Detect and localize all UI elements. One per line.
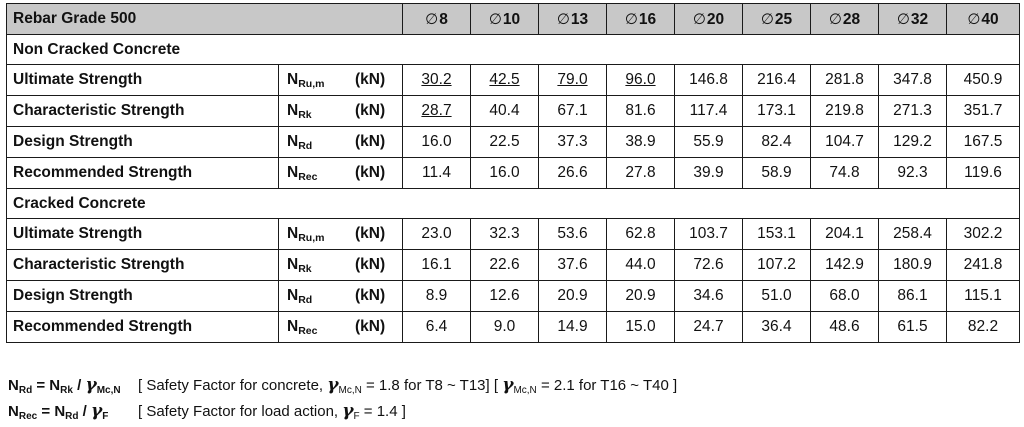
value-cell [471, 219, 539, 250]
value-cell [471, 158, 539, 189]
formula-description: [ Safety Factor for concrete, [138, 377, 328, 394]
value-text: 37.6 [557, 256, 588, 273]
table-body [7, 4, 1020, 343]
gamma-glyph: γ [342, 401, 354, 421]
value-cell [879, 127, 947, 158]
value-cell [811, 312, 879, 343]
diameter-symbol: ∅ [967, 10, 981, 28]
value-text: 216.4 [757, 71, 796, 88]
row-label: Ultimate Strength [7, 65, 279, 96]
section-row [7, 189, 1020, 219]
value-cell [811, 158, 879, 189]
value-cell [947, 96, 1020, 127]
unit-label: (kN) [355, 71, 386, 88]
value-text: 103.7 [689, 225, 728, 242]
value-text: 42.5 [489, 71, 520, 88]
header-row [7, 4, 1020, 35]
value-text: 347.8 [893, 71, 932, 88]
symbol-subscript: Rec [298, 325, 318, 337]
formula-n: N [49, 377, 61, 394]
value-text: 117.4 [689, 102, 728, 119]
diameter-value: 28 [842, 10, 861, 28]
value-text: 142.9 [825, 256, 864, 273]
diameter-symbol: ∅ [425, 10, 439, 28]
value-text: 82.4 [761, 133, 792, 150]
row-label: Ultimate Strength [7, 219, 279, 250]
value-cell [675, 312, 743, 343]
value-text: 74.8 [829, 164, 860, 181]
value-cell [403, 127, 471, 158]
value-text: 62.8 [625, 225, 656, 242]
value-cell [879, 65, 947, 96]
row-symbol [279, 250, 403, 281]
value-text: 22.5 [489, 133, 520, 150]
value-cell [607, 65, 675, 96]
formula-n-sub: Rk [60, 385, 73, 396]
value-text: 51.0 [761, 287, 792, 304]
unit-label: (kN) [355, 287, 386, 304]
value-text: 450.9 [963, 71, 1003, 88]
value-text: 24.7 [693, 318, 724, 335]
value-text: 37.3 [557, 133, 588, 150]
value-cell [743, 158, 811, 189]
value-cell [539, 96, 607, 127]
symbol-subscript: Rk [298, 263, 312, 275]
gamma-symbol [342, 403, 359, 420]
row-symbol [279, 219, 403, 250]
formula-n: N [54, 403, 66, 420]
formula-n-sub: Rec [18, 411, 38, 422]
value-text: 44.0 [625, 256, 656, 273]
value-cell [811, 96, 879, 127]
value-text: 9.0 [493, 318, 516, 335]
formula-eq: = [37, 403, 55, 420]
value-cell [539, 250, 607, 281]
value-cell [743, 281, 811, 312]
formula-eq: = [32, 377, 50, 394]
symbol-main: N [287, 133, 299, 150]
value-cell [675, 127, 743, 158]
formula-n-sub: Rd [18, 385, 33, 396]
gamma-symbol [85, 377, 120, 394]
value-cell [879, 312, 947, 343]
value-cell [539, 281, 607, 312]
value-cell [539, 312, 607, 343]
table-row [7, 281, 1020, 312]
value-text: 351.7 [963, 102, 1003, 119]
value-text: 82.2 [967, 318, 999, 335]
value-text: 8.9 [425, 287, 448, 304]
value-text: 72.6 [693, 256, 724, 273]
table-row [7, 127, 1020, 158]
value-cell [879, 219, 947, 250]
value-text: 68.0 [829, 287, 860, 304]
value-cell [947, 219, 1020, 250]
value-text: 55.9 [693, 133, 724, 150]
diameter-value: 8 [439, 10, 448, 28]
value-cell [675, 281, 743, 312]
diameter-value: 13 [570, 10, 589, 28]
section-row [7, 35, 1020, 65]
formula-description: = 2.1 for T16 ~ T40 ] [536, 377, 678, 394]
table-title: Rebar Grade 500 [7, 4, 403, 35]
diameter-value: 16 [638, 10, 657, 28]
value-text: 204.1 [825, 225, 864, 242]
value-text: 96.0 [625, 71, 656, 88]
value-text: 16.1 [421, 256, 452, 273]
value-cell [743, 312, 811, 343]
value-text: 28.7 [421, 102, 452, 119]
value-cell [743, 127, 811, 158]
value-text: 14.9 [557, 318, 588, 335]
value-cell [471, 127, 539, 158]
symbol-main: N [287, 318, 299, 335]
diameter-value: 20 [706, 10, 725, 28]
value-cell [471, 250, 539, 281]
table-row [7, 96, 1020, 127]
value-cell [743, 65, 811, 96]
diameter-symbol: ∅ [760, 10, 774, 28]
unit-label: (kN) [355, 102, 386, 119]
value-text: 34.6 [693, 287, 724, 304]
gamma-subscript: Mc,N [338, 385, 362, 396]
value-cell [471, 281, 539, 312]
value-cell [811, 250, 879, 281]
value-cell [811, 219, 879, 250]
value-text: 153.1 [757, 225, 796, 242]
value-text: 107.2 [757, 256, 796, 273]
formula-n: N [8, 377, 19, 394]
gamma-symbol [327, 377, 362, 394]
value-text: 258.4 [893, 225, 932, 242]
formula-expression [8, 372, 138, 401]
symbol-subscript: Rec [298, 171, 318, 183]
value-cell [607, 281, 675, 312]
diameter-value: 10 [502, 10, 521, 28]
value-text: 22.6 [489, 256, 520, 273]
value-text: 39.9 [693, 164, 724, 181]
value-text: 241.8 [963, 256, 1003, 273]
value-cell [471, 312, 539, 343]
table-row [7, 158, 1020, 189]
value-text: 38.9 [625, 133, 656, 150]
symbol-main: N [287, 287, 299, 304]
value-cell [675, 158, 743, 189]
gamma-symbol [502, 377, 537, 394]
value-cell [743, 96, 811, 127]
diameter-header-32 [879, 4, 947, 35]
value-cell [539, 127, 607, 158]
section-title: Non Cracked Concrete [7, 35, 1020, 65]
value-cell [539, 158, 607, 189]
value-text: 36.4 [761, 318, 792, 335]
formula-slash: / [72, 377, 86, 394]
value-cell [607, 250, 675, 281]
formula-description: = 1.8 for T8 ~ T13] [ [361, 377, 503, 394]
value-text: 40.4 [489, 102, 520, 119]
symbol-main: N [287, 164, 299, 181]
gamma-subscript: Mc,N [96, 385, 121, 396]
unit-label: (kN) [355, 133, 386, 150]
table-row [7, 250, 1020, 281]
gamma-glyph: γ [327, 375, 339, 395]
row-label: Recommended Strength [7, 312, 279, 343]
value-text: 302.2 [963, 225, 1003, 242]
symbol-subscript: Rd [298, 140, 313, 152]
symbol-subscript: Rd [298, 294, 313, 306]
value-cell [403, 219, 471, 250]
table-row [7, 312, 1020, 343]
table-row [7, 65, 1020, 96]
formula-notes [8, 372, 1024, 424]
row-symbol [279, 281, 403, 312]
diameter-symbol: ∅ [488, 10, 502, 28]
formula-description: = 1.4 ] [359, 403, 406, 420]
diameter-header-16 [607, 4, 675, 35]
value-cell [811, 127, 879, 158]
diameter-value: 32 [910, 10, 929, 28]
value-text: 26.6 [557, 164, 588, 181]
value-text: 271.3 [893, 102, 932, 119]
row-symbol [279, 312, 403, 343]
unit-label: (kN) [355, 164, 386, 181]
value-cell [947, 281, 1020, 312]
value-text: 30.2 [421, 71, 452, 88]
value-cell [879, 250, 947, 281]
value-text: 61.5 [897, 318, 928, 335]
diameter-symbol: ∅ [896, 10, 910, 28]
symbol-main: N [287, 102, 299, 119]
value-cell [947, 158, 1020, 189]
symbol-main: N [287, 256, 299, 273]
formula-n: N [8, 403, 19, 420]
diameter-header-8 [403, 4, 471, 35]
gamma-glyph: γ [502, 375, 514, 395]
diameter-header-20 [675, 4, 743, 35]
symbol-main: N [287, 71, 299, 88]
row-label: Recommended Strength [7, 158, 279, 189]
value-cell [539, 65, 607, 96]
row-symbol [279, 96, 403, 127]
value-cell [675, 219, 743, 250]
value-text: 15.0 [625, 318, 656, 335]
value-text: 67.1 [557, 102, 588, 119]
value-text: 92.3 [897, 164, 928, 181]
row-label: Characteristic Strength [7, 250, 279, 281]
formula-description: [ Safety Factor for load action, [138, 403, 343, 420]
value-cell [675, 65, 743, 96]
value-cell [607, 219, 675, 250]
value-cell [947, 250, 1020, 281]
value-cell [675, 96, 743, 127]
diameter-symbol: ∅ [624, 10, 638, 28]
unit-label: (kN) [355, 225, 386, 242]
value-text: 20.9 [625, 287, 656, 304]
diameter-header-40 [947, 4, 1020, 35]
value-text: 6.4 [425, 318, 448, 335]
value-cell [879, 158, 947, 189]
table-row [7, 219, 1020, 250]
value-text: 129.2 [893, 133, 932, 150]
value-cell [811, 65, 879, 96]
value-text: 23.0 [421, 225, 452, 242]
value-cell [607, 96, 675, 127]
unit-label: (kN) [355, 318, 386, 335]
value-text: 20.9 [557, 287, 588, 304]
value-text: 281.8 [825, 71, 864, 88]
value-text: 48.6 [829, 318, 860, 335]
gamma-subscript: Mc,N [513, 385, 537, 396]
gamma-glyph: γ [91, 401, 103, 421]
symbol-subscript: Ru,m [298, 232, 325, 244]
symbol-main: N [287, 225, 299, 242]
gamma-subscript: F [353, 411, 360, 422]
value-text: 12.6 [489, 287, 520, 304]
value-cell [403, 281, 471, 312]
value-cell [879, 96, 947, 127]
formula-line-1 [8, 372, 1024, 398]
value-text: 104.7 [825, 133, 864, 150]
value-cell [607, 312, 675, 343]
value-text: 167.5 [963, 133, 1003, 150]
value-text: 119.6 [964, 164, 1002, 181]
value-text: 173.1 [757, 102, 796, 119]
value-cell [675, 250, 743, 281]
value-cell [947, 127, 1020, 158]
value-cell [607, 127, 675, 158]
value-cell [879, 281, 947, 312]
rebar-strength-table [6, 3, 1020, 343]
diameter-header-10 [471, 4, 539, 35]
row-symbol [279, 127, 403, 158]
formula-line-2 [8, 398, 1024, 424]
diameter-symbol: ∅ [828, 10, 842, 28]
gamma-subscript: F [102, 411, 109, 422]
section-title: Cracked Concrete [7, 189, 1020, 219]
value-text: 115.1 [964, 287, 1002, 304]
value-text: 146.8 [689, 71, 728, 88]
value-cell [403, 65, 471, 96]
diameter-symbol: ∅ [556, 10, 570, 28]
value-cell [403, 250, 471, 281]
value-text: 81.6 [625, 102, 656, 119]
value-cell [403, 96, 471, 127]
value-cell [539, 219, 607, 250]
value-text: 79.0 [557, 71, 588, 88]
row-label: Design Strength [7, 127, 279, 158]
value-cell [743, 250, 811, 281]
symbol-subscript: Rk [298, 109, 312, 121]
value-text: 11.4 [421, 164, 452, 181]
value-cell [811, 281, 879, 312]
value-cell [403, 158, 471, 189]
diameter-value: 40 [981, 10, 999, 28]
row-label: Characteristic Strength [7, 96, 279, 127]
value-text: 219.8 [825, 102, 864, 119]
formula-n-sub: Rd [65, 411, 79, 422]
value-text: 58.9 [761, 164, 792, 181]
value-text: 16.0 [421, 133, 452, 150]
value-cell [403, 312, 471, 343]
value-cell [743, 219, 811, 250]
diameter-value: 25 [774, 10, 793, 28]
row-symbol [279, 158, 403, 189]
value-text: 32.3 [489, 225, 520, 242]
value-cell [471, 65, 539, 96]
value-text: 86.1 [897, 287, 928, 304]
value-cell [471, 96, 539, 127]
rebar-strength-table-wrapper [6, 3, 1019, 422]
value-text: 53.6 [557, 225, 588, 242]
formula-expression [8, 398, 138, 427]
value-cell [947, 65, 1020, 96]
value-text: 16.0 [489, 164, 520, 181]
diameter-symbol: ∅ [692, 10, 706, 28]
value-text: 180.9 [893, 256, 932, 273]
row-label: Design Strength [7, 281, 279, 312]
gamma-symbol [91, 403, 108, 420]
row-symbol [279, 65, 403, 96]
diameter-header-13 [539, 4, 607, 35]
formula-slash: / [78, 403, 92, 420]
diameter-header-25 [743, 4, 811, 35]
unit-label: (kN) [355, 256, 386, 273]
value-cell [607, 158, 675, 189]
value-text: 27.8 [625, 164, 656, 181]
symbol-subscript: Ru,m [298, 78, 325, 90]
gamma-glyph: γ [85, 375, 97, 395]
diameter-header-28 [811, 4, 879, 35]
value-cell [947, 312, 1020, 343]
